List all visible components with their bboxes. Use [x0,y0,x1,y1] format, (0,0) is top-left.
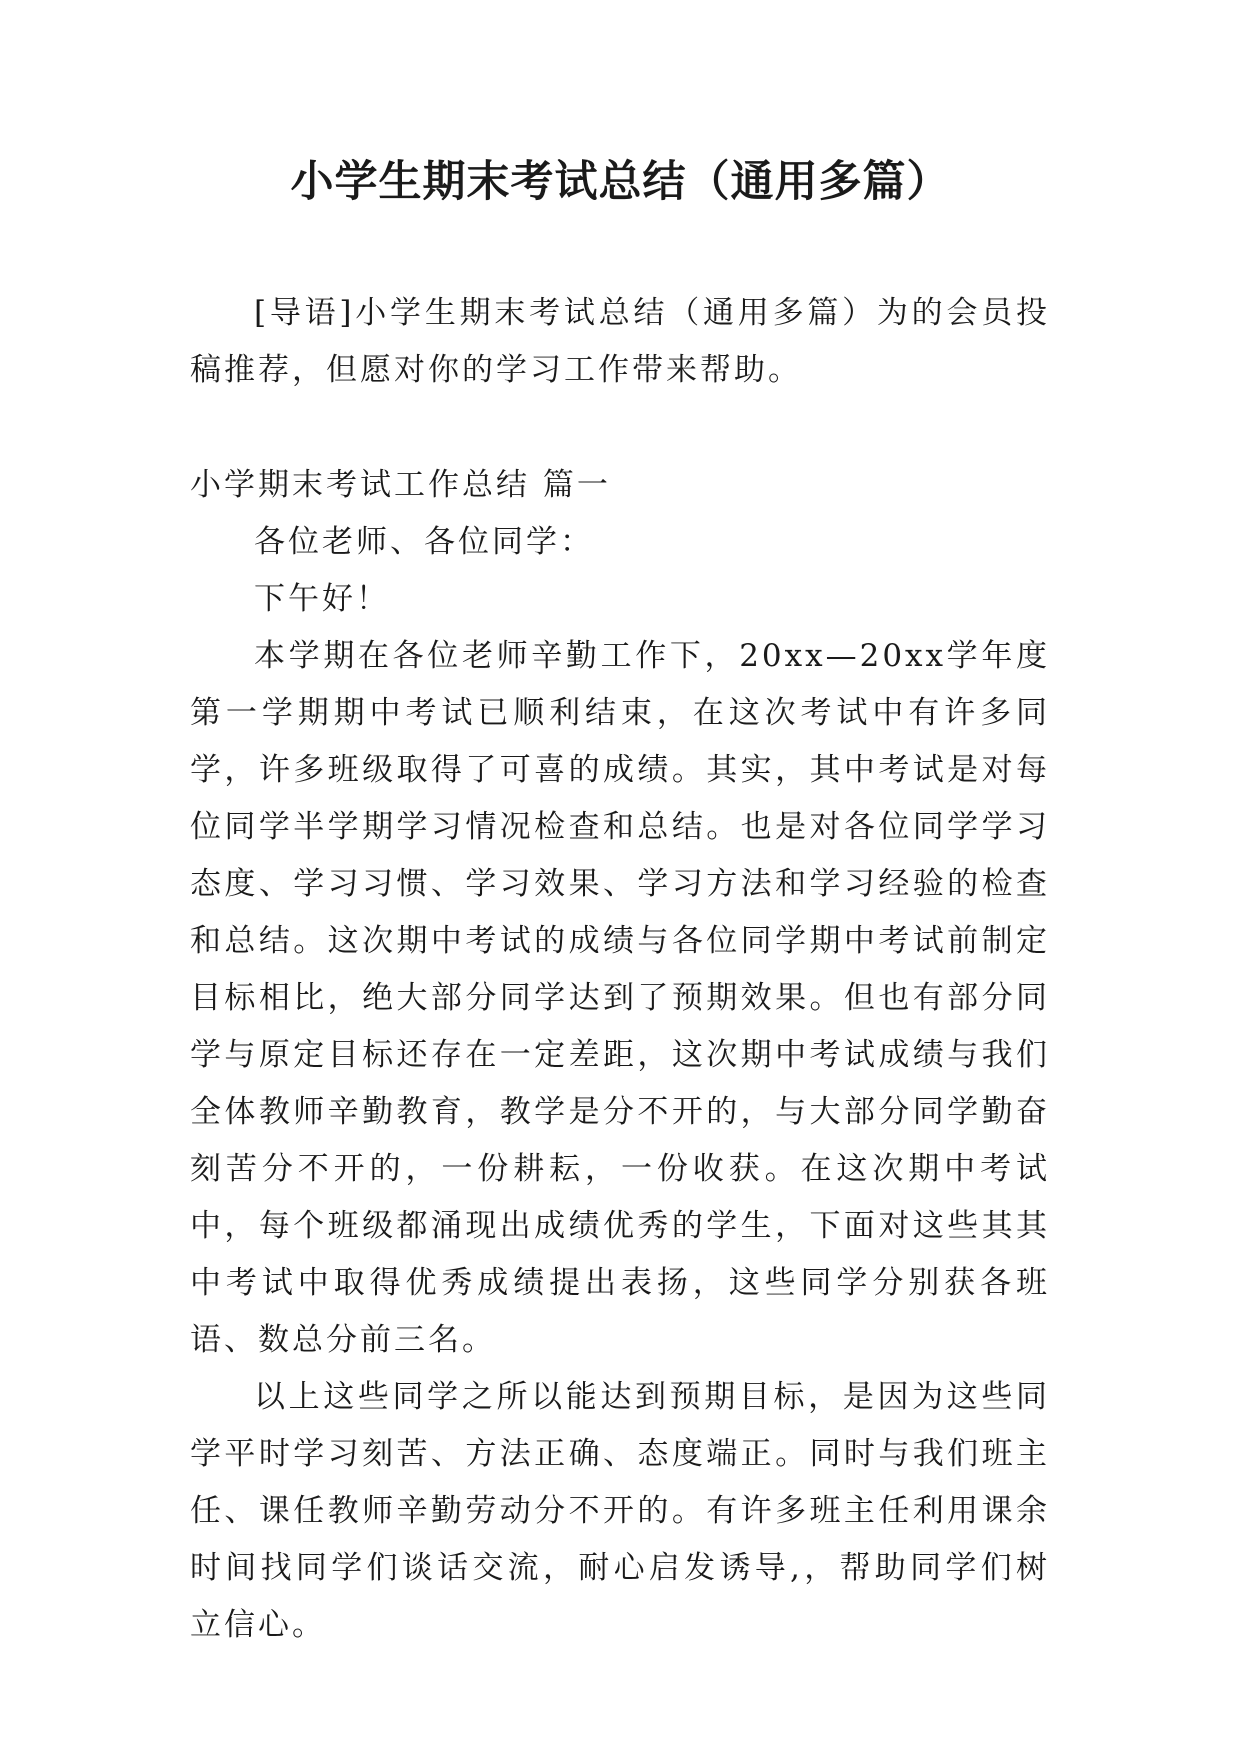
salutation-line: 下午好！ [254,581,390,617]
body-paragraph: 以上这些同学之所以能达到预期目标，是因为这些同学平时学习刻苦、方法正确、态度端正。同时与我们班主任、课任教师辛勤劳动分不开的。有许多班主任利用课余时间找同学们谈话交流，耐心启发诱导,，帮助同学们树立信心。 [190,1379,1050,1643]
document-body [190,285,1050,1654]
document-title: 小学生期末考试总结（通用多篇） [290,157,951,207]
section-heading: 小学期末考试工作总结 篇一 [190,467,611,503]
body-paragraph: 本学期在各位老师辛勤工作下，20xx—20xx学年度第一学期期中考试已顺利结束，在这次考试中有许多同学，许多班级取得了可喜的成绩。其实，其中考试是对每位同学半学期学习情况检查和总结。也是对各位同学学习态度、学习习惯、学习效果、学习方法和学习经验的检查和总结。这次期中考试的成绩与各位同学期中考试前制定目标相比，绝大部分同学达到了预期效果。但也有部分同学与原定目标还存在一定差距，这次期中考试成绩与我们全体教师辛勤教育，教学是分不开的，与大部分同学勤奋刻苦分不开的，一份耕耘，一份收获。在这次期中考试中，每个班级都涌现出成绩优秀的学生，下面对这些其其中考试中取得优秀成绩提出表扬，这些同学分别获各班语、数总分前三名。 [190,638,1050,1358]
lead-paragraph: [导语]小学生期末考试总结（通用多篇）为的会员投稿推荐，但愿对你的学习工作带来帮助。 [190,295,1050,388]
greeting-line: 各位老师、各位同学： [254,524,594,560]
